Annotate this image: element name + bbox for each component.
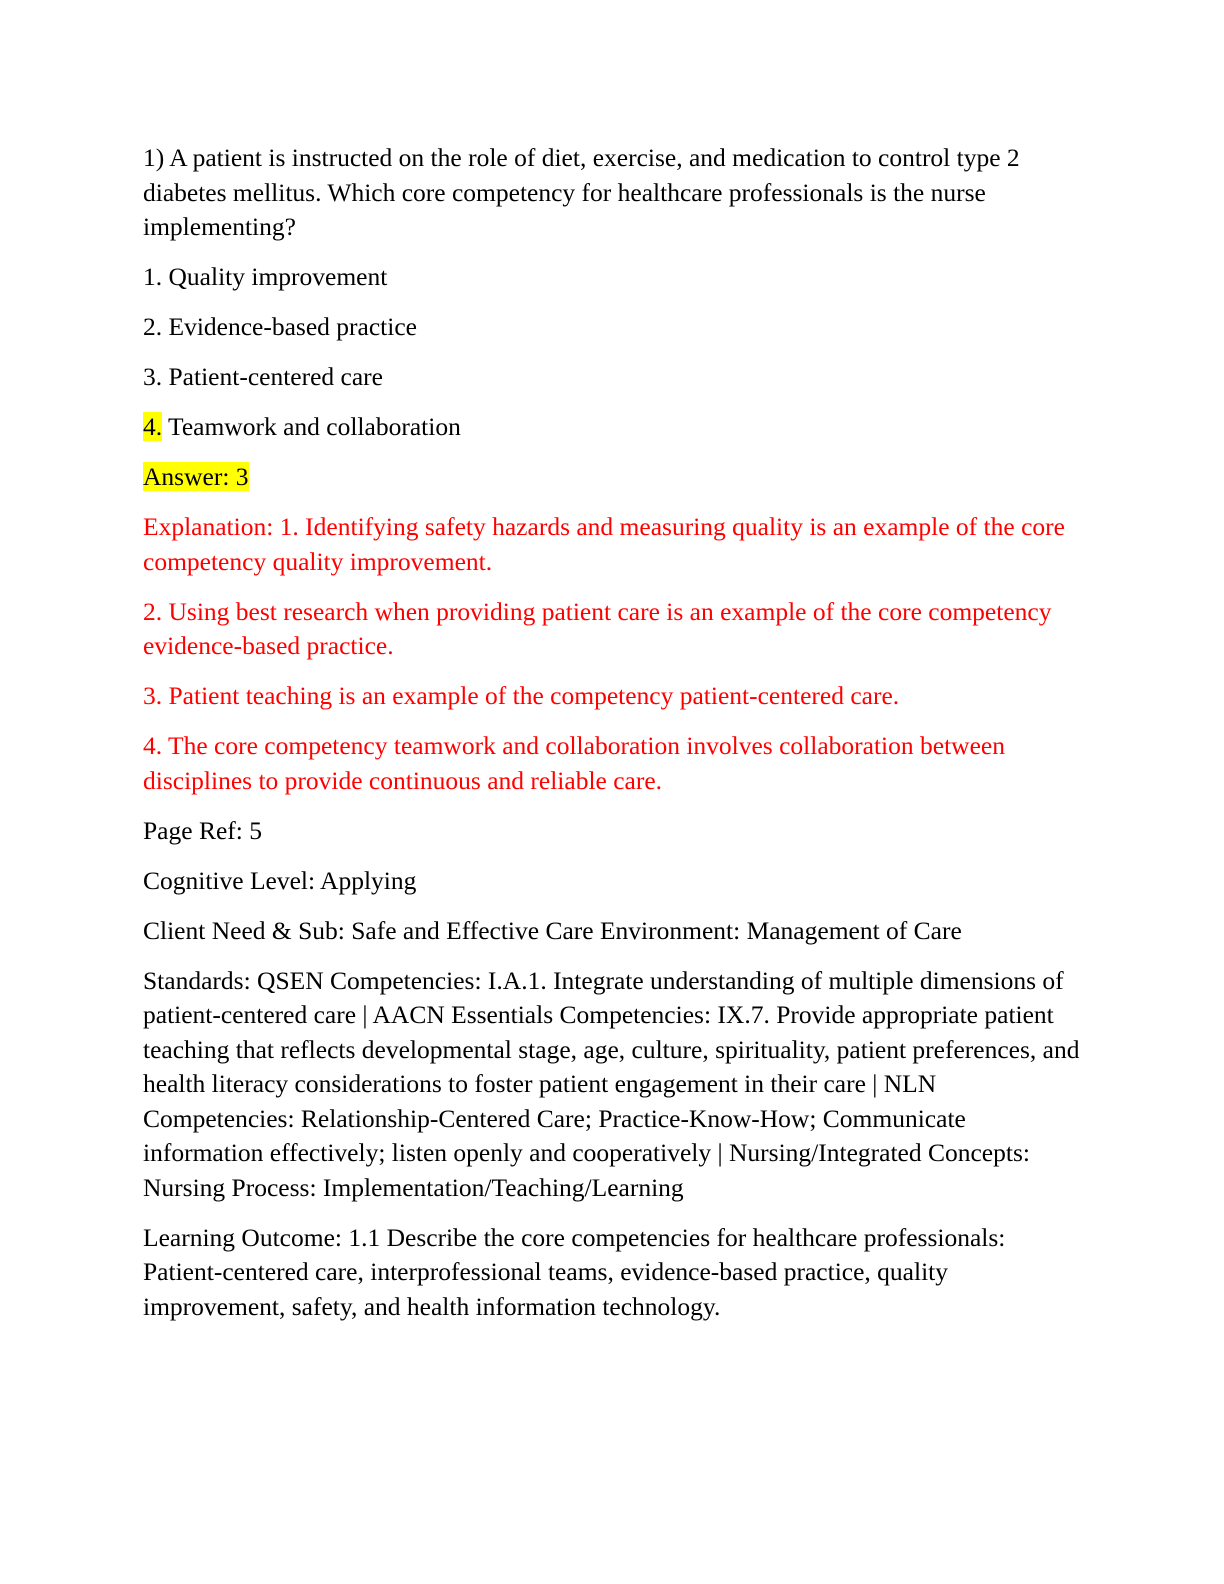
option-text: Evidence-based practice xyxy=(162,312,417,341)
explanation-2: 2. Using best research when providing patient care is an example of the core competency evidence-based practice. xyxy=(143,596,1052,660)
question-stem: 1) A patient is instructed on the role of diet, exercise, and medication to control type 2 diabetes mellitus. Which core competency for healthcare professionals is the nurse implementing? xyxy=(143,143,1020,241)
standards: Standards: QSEN Competencies: I.A.1. Integrate understanding of multiple dimensions of patient-centered care | AACN Essentials Competencies: IX.7. Provide appropriate patient teaching that reflects developmental stage, age, culture, spirituality, patient preferences, and health literacy considerations to foster patient engagement in their care | NLN Competencies: Relationship-Centered Care; Practice-Know-How; Communicate information effectively; listen openly and cooperatively | Nursing/Integrated Concepts: Nursing Process: Implementation/Teaching/Learning xyxy=(143,965,1080,1202)
answer-line xyxy=(143,460,1083,495)
answer-highlighted: Answer: 3 xyxy=(143,462,249,491)
option-2 xyxy=(143,310,1083,345)
learning-outcome: Learning Outcome: 1.1 Describe the core competencies for healthcare professionals: Patient-centered care, interprofessional teams, evidence-based practice, quality improvement, safety, and health information technology. xyxy=(143,1222,1006,1321)
option-3 xyxy=(143,360,1083,395)
document-page xyxy=(143,141,1083,1340)
explanation-3: 3. Patient teaching is an example of the competency patient-centered care. xyxy=(143,681,900,710)
page-ref: Page Ref: 5 xyxy=(143,815,262,845)
option-text: Patient-centered care xyxy=(162,362,383,391)
option-4 xyxy=(143,410,1083,445)
client-need: Client Need & Sub: Safe and Effective Care Environment: Management of Care xyxy=(143,915,962,945)
explanation-1: Explanation: 1. Identifying safety hazards and measuring quality is an example of the core competency quality improvement. xyxy=(143,512,1065,576)
cognitive-level: Cognitive Level: Applying xyxy=(143,865,417,895)
option-text: Teamwork and collaboration xyxy=(162,412,461,441)
explanation-4: 4. The core competency teamwork and collaboration involves collaboration between disciplines to provide continuous and reliable care. xyxy=(143,731,1005,795)
option-number: 3. xyxy=(143,362,163,391)
option-number-highlighted: 4. xyxy=(143,412,163,441)
option-number: 1. xyxy=(143,262,163,291)
option-1 xyxy=(143,260,1083,295)
option-text: Quality improvement xyxy=(162,262,388,291)
option-number: 2. xyxy=(143,312,163,341)
